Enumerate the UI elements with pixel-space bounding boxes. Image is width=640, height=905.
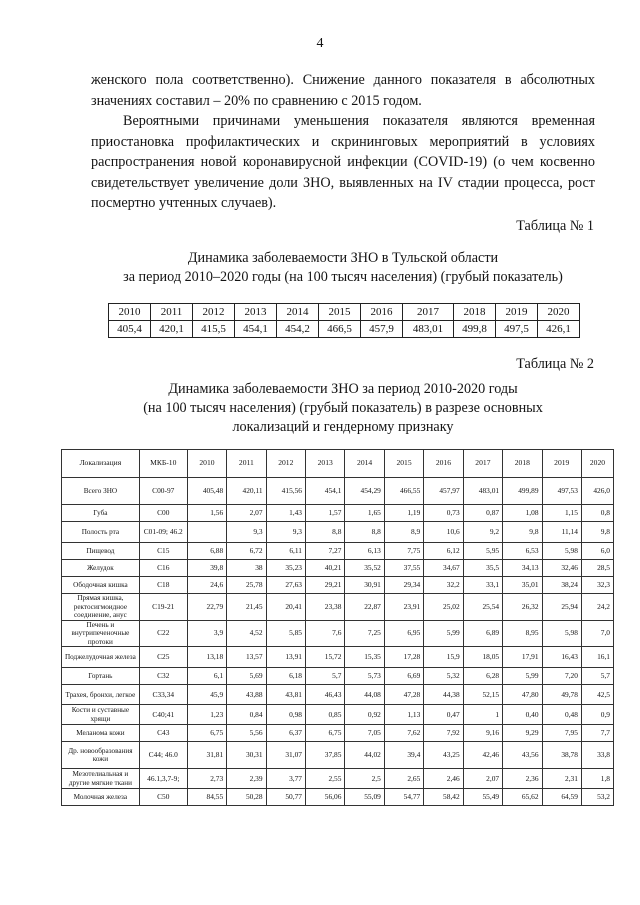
localization-cell: Мезотелиальная и другие мягкие ткани bbox=[62, 769, 140, 789]
rate-cell: 6,75 bbox=[306, 725, 345, 742]
rate-cell: 7,6 bbox=[306, 621, 345, 647]
table1-value-cell: 454,2 bbox=[277, 321, 319, 338]
localization-cell: Кости и суставные хрящи bbox=[62, 705, 140, 725]
localization-cell: Молочная железа bbox=[62, 789, 140, 806]
rate-cell: 38,24 bbox=[542, 577, 581, 594]
rate-cell: 5,98 bbox=[542, 621, 581, 647]
rate-cell: 6,72 bbox=[227, 543, 266, 560]
table2-header-row bbox=[62, 450, 614, 478]
table-row bbox=[62, 705, 614, 725]
rate-cell: 55,49 bbox=[463, 789, 502, 806]
rate-cell: 454,29 bbox=[345, 478, 384, 505]
rate-cell: 30,31 bbox=[227, 742, 266, 769]
localization-cell: Др. новообразования кожи bbox=[62, 742, 140, 769]
table2-header-cell: Локализация bbox=[62, 450, 140, 478]
rate-cell: 25,78 bbox=[227, 577, 266, 594]
rate-cell: 50,77 bbox=[266, 789, 305, 806]
table2-header-cell: 2011 bbox=[227, 450, 266, 478]
rate-cell: 6,69 bbox=[384, 668, 423, 685]
rate-cell: 1,57 bbox=[306, 505, 345, 522]
rate-cell: 6,12 bbox=[424, 543, 463, 560]
rate-cell: 5,99 bbox=[424, 621, 463, 647]
rate-cell: 8,8 bbox=[306, 522, 345, 543]
rate-cell: 32,46 bbox=[542, 560, 581, 577]
table1-year-cell: 2013 bbox=[235, 304, 277, 321]
table2-header-cell: 2020 bbox=[581, 450, 613, 478]
rate-cell: 3,77 bbox=[266, 769, 305, 789]
rate-cell: 5,85 bbox=[266, 621, 305, 647]
table2-header-cell: 2010 bbox=[187, 450, 226, 478]
table-row bbox=[62, 560, 614, 577]
rate-cell: 33,1 bbox=[463, 577, 502, 594]
rate-cell: 483,01 bbox=[463, 478, 502, 505]
rate-cell: 1,43 bbox=[266, 505, 305, 522]
table1-caption-line2: за период 2010–2020 годы (на 100 тысяч населения) (грубый показатель) bbox=[123, 269, 563, 285]
rate-cell: 52,15 bbox=[463, 685, 502, 705]
table-row bbox=[62, 505, 614, 522]
table-row bbox=[62, 522, 614, 543]
page-number: 4 bbox=[316, 36, 324, 51]
rate-cell: 0,87 bbox=[463, 505, 502, 522]
rate-cell: 13,91 bbox=[266, 647, 305, 668]
rate-cell: 25,02 bbox=[424, 594, 463, 621]
rate-cell: 2,46 bbox=[424, 769, 463, 789]
icd-code-cell: С01-09; 46.2 bbox=[139, 522, 187, 543]
table-row bbox=[62, 769, 614, 789]
rate-cell: 24,6 bbox=[187, 577, 226, 594]
rate-cell: 7,62 bbox=[384, 725, 423, 742]
rate-cell: 43,56 bbox=[503, 742, 542, 769]
rate-cell: 18,05 bbox=[463, 647, 502, 668]
localization-cell: Гортань bbox=[62, 668, 140, 685]
icd-code-cell: С16 bbox=[139, 560, 187, 577]
rate-cell: 7,27 bbox=[306, 543, 345, 560]
rate-cell: 44,08 bbox=[345, 685, 384, 705]
table1-year-cell: 2016 bbox=[361, 304, 403, 321]
rate-cell: 0,8 bbox=[581, 505, 613, 522]
table2-caption-line3: локализаций и гендерному признаку bbox=[232, 419, 454, 435]
rate-cell: 22,87 bbox=[345, 594, 384, 621]
table1-value-cell: 483,01 bbox=[403, 321, 454, 338]
rate-cell: 29,34 bbox=[384, 577, 423, 594]
rate-cell: 65,62 bbox=[503, 789, 542, 806]
rate-cell: 49,78 bbox=[542, 685, 581, 705]
rate-cell: 0,9 bbox=[581, 705, 613, 725]
rate-cell: 2,39 bbox=[227, 769, 266, 789]
icd-code-cell: С18 bbox=[139, 577, 187, 594]
rate-cell: 35,5 bbox=[463, 560, 502, 577]
localization-cell: Ободочная кишка bbox=[62, 577, 140, 594]
rate-cell: 55,09 bbox=[345, 789, 384, 806]
rate-cell: 30,91 bbox=[345, 577, 384, 594]
rate-cell: 7,95 bbox=[542, 725, 581, 742]
rate-cell: 4,52 bbox=[227, 621, 266, 647]
rate-cell: 499,89 bbox=[503, 478, 542, 505]
rate-cell: 1,13 bbox=[384, 705, 423, 725]
rate-cell: 7,75 bbox=[384, 543, 423, 560]
rate-cell: 53,2 bbox=[581, 789, 613, 806]
rate-cell: 6,75 bbox=[187, 725, 226, 742]
localization-cell: Прямая кишка, ректосигмоидное соединение, анус bbox=[62, 594, 140, 621]
table-row bbox=[62, 594, 614, 621]
rate-cell: 2,07 bbox=[227, 505, 266, 522]
rate-cell: 16,43 bbox=[542, 647, 581, 668]
rate-cell: 7,25 bbox=[345, 621, 384, 647]
localization-cell: Меланома кожи bbox=[62, 725, 140, 742]
rate-cell: 23,91 bbox=[384, 594, 423, 621]
rate-cell: 9,29 bbox=[503, 725, 542, 742]
rate-cell: 1,65 bbox=[345, 505, 384, 522]
rate-cell: 58,42 bbox=[424, 789, 463, 806]
rate-cell: 9,3 bbox=[266, 522, 305, 543]
rate-cell bbox=[187, 522, 226, 543]
rate-cell: 40,21 bbox=[306, 560, 345, 577]
rate-cell: 35,52 bbox=[345, 560, 384, 577]
rate-cell: 11,14 bbox=[542, 522, 581, 543]
rate-cell: 54,77 bbox=[384, 789, 423, 806]
table-row bbox=[62, 725, 614, 742]
table1-years-row bbox=[109, 304, 580, 321]
rate-cell: 9,16 bbox=[463, 725, 502, 742]
table1-year-cell: 2014 bbox=[277, 304, 319, 321]
rate-cell: 5,95 bbox=[463, 543, 502, 560]
icd-code-cell: С50 bbox=[139, 789, 187, 806]
rate-cell: 23,38 bbox=[306, 594, 345, 621]
rate-cell: 5,99 bbox=[503, 668, 542, 685]
rate-cell: 8,9 bbox=[384, 522, 423, 543]
rate-cell: 1,8 bbox=[581, 769, 613, 789]
icd-code-cell: С15 bbox=[139, 543, 187, 560]
table1-year-cell: 2020 bbox=[537, 304, 579, 321]
table2-caption-line2: (на 100 тысяч населения) (грубый показатель) в разрезе основных bbox=[143, 400, 543, 416]
rate-cell: 6,95 bbox=[384, 621, 423, 647]
table2 bbox=[61, 449, 614, 806]
rate-cell: 42,5 bbox=[581, 685, 613, 705]
rate-cell: 34,67 bbox=[424, 560, 463, 577]
rate-cell: 415,56 bbox=[266, 478, 305, 505]
icd-code-cell: С22 bbox=[139, 621, 187, 647]
rate-cell: 39,8 bbox=[187, 560, 226, 577]
table1-value-cell: 454,1 bbox=[235, 321, 277, 338]
icd-code-cell: С00 bbox=[139, 505, 187, 522]
localization-cell: Всего ЗНО bbox=[62, 478, 140, 505]
rate-cell: 38,78 bbox=[542, 742, 581, 769]
table-row bbox=[62, 668, 614, 685]
table-row bbox=[62, 647, 614, 668]
rate-cell: 38 bbox=[227, 560, 266, 577]
table1-value-cell: 466,5 bbox=[319, 321, 361, 338]
rate-cell: 2,31 bbox=[542, 769, 581, 789]
table-row bbox=[62, 577, 614, 594]
rate-cell: 1,15 bbox=[542, 505, 581, 522]
rate-cell: 15,9 bbox=[424, 647, 463, 668]
rate-cell: 2,07 bbox=[463, 769, 502, 789]
table1-year-cell: 2012 bbox=[193, 304, 235, 321]
table2-header-cell: МКБ-10 bbox=[139, 450, 187, 478]
table2-header-cell: 2014 bbox=[345, 450, 384, 478]
rate-cell: 0,84 bbox=[227, 705, 266, 725]
rate-cell: 5,56 bbox=[227, 725, 266, 742]
table1-values-row bbox=[109, 321, 580, 338]
rate-cell: 43,81 bbox=[266, 685, 305, 705]
rate-cell: 24,2 bbox=[581, 594, 613, 621]
rate-cell: 2,65 bbox=[384, 769, 423, 789]
rate-cell: 0,73 bbox=[424, 505, 463, 522]
table1-year-cell: 2015 bbox=[319, 304, 361, 321]
rate-cell: 0,85 bbox=[306, 705, 345, 725]
rate-cell: 420,11 bbox=[227, 478, 266, 505]
table2-header-cell: 2017 bbox=[463, 450, 502, 478]
table1-label: Таблица № 1 bbox=[516, 218, 594, 234]
rate-cell: 37,55 bbox=[384, 560, 423, 577]
rate-cell: 15,72 bbox=[306, 647, 345, 668]
table2-header-cell: 2012 bbox=[266, 450, 305, 478]
rate-cell: 6,1 bbox=[187, 668, 226, 685]
rate-cell: 426,0 bbox=[581, 478, 613, 505]
table1-value-cell: 420,1 bbox=[151, 321, 193, 338]
rate-cell: 2,55 bbox=[306, 769, 345, 789]
rate-cell: 33,8 bbox=[581, 742, 613, 769]
table1-value-cell: 405,4 bbox=[109, 321, 151, 338]
table2-header-cell: 2015 bbox=[384, 450, 423, 478]
rate-cell: 56,06 bbox=[306, 789, 345, 806]
table1-year-cell: 2010 bbox=[109, 304, 151, 321]
rate-cell: 2,5 bbox=[345, 769, 384, 789]
rate-cell: 47,28 bbox=[384, 685, 423, 705]
table-row bbox=[62, 742, 614, 769]
rate-cell: 7,92 bbox=[424, 725, 463, 742]
paragraph-2: Вероятными причинами уменьшения показателя являются временная приостановка профилактических и скрининговых мероприятий в условиях распространения новой коронавирусной инфекции (COVID-19) (о чем косвенно свидетельствует увеличение доли ЗНО, выявленных на IV стадии процесса, рост посмертно учтенных случаев). bbox=[91, 113, 595, 211]
rate-cell: 5,98 bbox=[542, 543, 581, 560]
rate-cell: 0,48 bbox=[542, 705, 581, 725]
rate-cell: 42,46 bbox=[463, 742, 502, 769]
table2-header-cell: 2013 bbox=[306, 450, 345, 478]
rate-cell: 35,01 bbox=[503, 577, 542, 594]
table1-caption-line1: Динамика заболеваемости ЗНО в Тульской области bbox=[187, 250, 499, 266]
rate-cell: 454,1 bbox=[306, 478, 345, 505]
table-row bbox=[62, 543, 614, 560]
table1-value-cell: 457,9 bbox=[361, 321, 403, 338]
rate-cell: 44,02 bbox=[345, 742, 384, 769]
rate-cell: 5,7 bbox=[581, 668, 613, 685]
rate-cell: 9,8 bbox=[503, 522, 542, 543]
rate-cell: 2,36 bbox=[503, 769, 542, 789]
rate-cell: 45,9 bbox=[187, 685, 226, 705]
icd-code-cell: С25 bbox=[139, 647, 187, 668]
icd-code-cell: С19-21 bbox=[139, 594, 187, 621]
table-row bbox=[62, 789, 614, 806]
rate-cell: 26,32 bbox=[503, 594, 542, 621]
rate-cell: 1 bbox=[463, 705, 502, 725]
rate-cell: 10,6 bbox=[424, 522, 463, 543]
rate-cell: 9,8 bbox=[581, 522, 613, 543]
rate-cell: 9,3 bbox=[227, 522, 266, 543]
rate-cell: 32,3 bbox=[581, 577, 613, 594]
table1-value-cell: 499,8 bbox=[453, 321, 495, 338]
rate-cell: 5,7 bbox=[306, 668, 345, 685]
rate-cell: 0,98 bbox=[266, 705, 305, 725]
icd-code-cell: С00-97 bbox=[139, 478, 187, 505]
rate-cell: 457,97 bbox=[424, 478, 463, 505]
rate-cell: 50,28 bbox=[227, 789, 266, 806]
icd-code-cell: С40;41 bbox=[139, 705, 187, 725]
paragraph-1: женского пола соответственно). Снижение данного показателя в абсолютных значениях составил – 20% по сравнению с 2015 годом. bbox=[91, 72, 595, 109]
localization-cell: Полость рта bbox=[62, 522, 140, 543]
rate-cell: 6,18 bbox=[266, 668, 305, 685]
table1-year-cell: 2017 bbox=[403, 304, 454, 321]
icd-code-cell: С43 bbox=[139, 725, 187, 742]
rate-cell: 6,28 bbox=[463, 668, 502, 685]
table2-caption bbox=[91, 380, 595, 437]
table1 bbox=[108, 303, 580, 338]
table-row bbox=[62, 478, 614, 505]
icd-code-cell: С32 bbox=[139, 668, 187, 685]
rate-cell: 31,81 bbox=[187, 742, 226, 769]
table-row bbox=[62, 685, 614, 705]
rate-cell: 25,94 bbox=[542, 594, 581, 621]
table2-caption-line1: Динамика заболеваемости ЗНО за период 2010-2020 годы bbox=[168, 381, 518, 397]
rate-cell: 0,92 bbox=[345, 705, 384, 725]
rate-cell: 6,89 bbox=[463, 621, 502, 647]
rate-cell: 43,88 bbox=[227, 685, 266, 705]
table2-header-cell: 2019 bbox=[542, 450, 581, 478]
icd-code-cell: С33,34 bbox=[139, 685, 187, 705]
rate-cell: 22,79 bbox=[187, 594, 226, 621]
rate-cell: 17,28 bbox=[384, 647, 423, 668]
rate-cell: 0,47 bbox=[424, 705, 463, 725]
rate-cell: 13,18 bbox=[187, 647, 226, 668]
rate-cell: 27,63 bbox=[266, 577, 305, 594]
rate-cell: 7,0 bbox=[581, 621, 613, 647]
localization-cell: Трахея, бронхи, легкое bbox=[62, 685, 140, 705]
localization-cell: Печень и внутрипеченочные протоки bbox=[62, 621, 140, 647]
rate-cell: 21,45 bbox=[227, 594, 266, 621]
rate-cell: 6,13 bbox=[345, 543, 384, 560]
rate-cell: 46,43 bbox=[306, 685, 345, 705]
table2-header-cell: 2016 bbox=[424, 450, 463, 478]
rate-cell: 6,37 bbox=[266, 725, 305, 742]
rate-cell: 6,53 bbox=[503, 543, 542, 560]
rate-cell: 35,23 bbox=[266, 560, 305, 577]
table1-value-cell: 415,5 bbox=[193, 321, 235, 338]
rate-cell: 28,5 bbox=[581, 560, 613, 577]
rate-cell: 17,91 bbox=[503, 647, 542, 668]
rate-cell: 3,9 bbox=[187, 621, 226, 647]
rate-cell: 32,2 bbox=[424, 577, 463, 594]
rate-cell: 25,54 bbox=[463, 594, 502, 621]
rate-cell: 1,19 bbox=[384, 505, 423, 522]
table1-year-cell: 2011 bbox=[151, 304, 193, 321]
localization-cell: Желудок bbox=[62, 560, 140, 577]
localization-cell: Губа bbox=[62, 505, 140, 522]
rate-cell: 29,21 bbox=[306, 577, 345, 594]
rate-cell: 0,40 bbox=[503, 705, 542, 725]
table1-value-cell: 426,1 bbox=[537, 321, 579, 338]
rate-cell: 8,8 bbox=[345, 522, 384, 543]
rate-cell: 13,57 bbox=[227, 647, 266, 668]
rate-cell: 1,23 bbox=[187, 705, 226, 725]
table2-label: Таблица № 2 bbox=[516, 356, 594, 372]
rate-cell: 497,53 bbox=[542, 478, 581, 505]
rate-cell: 5,69 bbox=[227, 668, 266, 685]
rate-cell: 15,35 bbox=[345, 647, 384, 668]
rate-cell: 37,85 bbox=[306, 742, 345, 769]
rate-cell: 39,4 bbox=[384, 742, 423, 769]
rate-cell: 31,07 bbox=[266, 742, 305, 769]
rate-cell: 7,7 bbox=[581, 725, 613, 742]
rate-cell: 20,41 bbox=[266, 594, 305, 621]
rate-cell: 7,20 bbox=[542, 668, 581, 685]
table-row bbox=[62, 621, 614, 647]
rate-cell: 84,55 bbox=[187, 789, 226, 806]
rate-cell: 8,95 bbox=[503, 621, 542, 647]
icd-code-cell: С44; 46.0 bbox=[139, 742, 187, 769]
rate-cell: 5,32 bbox=[424, 668, 463, 685]
rate-cell: 16,1 bbox=[581, 647, 613, 668]
rate-cell: 64,59 bbox=[542, 789, 581, 806]
rate-cell: 2,73 bbox=[187, 769, 226, 789]
rate-cell: 1,56 bbox=[187, 505, 226, 522]
table1-year-cell: 2019 bbox=[495, 304, 537, 321]
rate-cell: 9,2 bbox=[463, 522, 502, 543]
rate-cell: 44,38 bbox=[424, 685, 463, 705]
rate-cell: 7,05 bbox=[345, 725, 384, 742]
rate-cell: 466,55 bbox=[384, 478, 423, 505]
rate-cell: 5,73 bbox=[345, 668, 384, 685]
rate-cell: 6,88 bbox=[187, 543, 226, 560]
rate-cell: 34,13 bbox=[503, 560, 542, 577]
table1-value-cell: 497,5 bbox=[495, 321, 537, 338]
table1-caption bbox=[91, 249, 595, 287]
rate-cell: 405,48 bbox=[187, 478, 226, 505]
rate-cell: 43,25 bbox=[424, 742, 463, 769]
table2-header-cell: 2018 bbox=[503, 450, 542, 478]
localization-cell: Поджелудочная железа bbox=[62, 647, 140, 668]
rate-cell: 6,0 bbox=[581, 543, 613, 560]
rate-cell: 47,80 bbox=[503, 685, 542, 705]
table1-year-cell: 2018 bbox=[453, 304, 495, 321]
rate-cell: 1,08 bbox=[503, 505, 542, 522]
localization-cell: Пищевод bbox=[62, 543, 140, 560]
rate-cell: 6,11 bbox=[266, 543, 305, 560]
icd-code-cell: 46.1,3,7-9; bbox=[139, 769, 187, 789]
